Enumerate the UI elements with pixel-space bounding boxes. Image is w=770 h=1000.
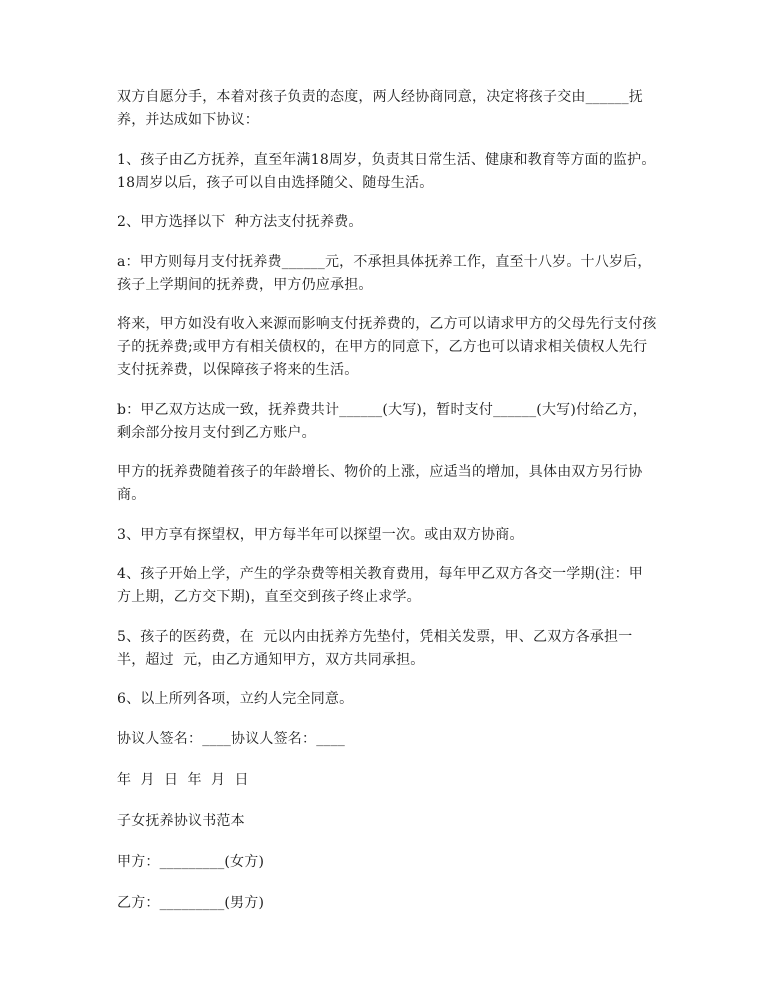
intro-paragraph: 双方自愿分手，本着对孩子负责的态度，两人经协商同意，决定将孩子交由______抚养，并达成如下协议： (117, 89, 643, 128)
party-b-line: 乙方：_________(男方) (117, 894, 265, 911)
option-b-lump-sum: b：甲乙双方达成一致，抚养费共计______(大写)，暂时支付______(大写)付给乙方，剩余部分按月支付到乙方账户。 (117, 401, 648, 441)
option-a-monthly-payment: a：甲方则每月支付抚养费______元，不承担具体抚养工作，直至十八岁。十八岁后，孩子上学期间的抚养费，甲方仍应承担。 (117, 253, 652, 293)
clause-4-education-fees: 4、孩子开始上学，产生的学杂费等相关教育费用，每年甲乙双方各交一学期(注：甲方上期，乙方交下期)，直至交到孩子终止求学。 (117, 566, 643, 605)
clause-6-agreement: 6、以上所列各项，立约人完全同意。 (117, 691, 354, 707)
document-page (117, 86, 657, 933)
support-adjustment-paragraph: 甲方的抚养费随着孩子的年龄增长、物价的上涨，应适当的增加，具体由双方另行协商。 (117, 464, 643, 503)
party-a-line: 甲方：_________(女方) (117, 853, 265, 870)
template-heading: 子女抚养协议书范本 (117, 812, 245, 829)
clause-3-visitation: 3、甲方享有探望权，甲方每半年可以探望一次。或由双方协商。 (117, 526, 524, 543)
signature-line: 协议人签名：____协议人签名：____ (117, 730, 345, 747)
clause-5-medical-fees: 5、孩子的医药费，在 元以内由抚养方先垫付，凭相关发票，甲、乙双方各承担一半，超过 元，由乙方通知甲方，双方共同承担。 (117, 628, 633, 668)
clause-2-payment-method: 2、甲方选择以下 种方法支付抚养费。 (117, 214, 363, 230)
clause-1-custody: 1、孩子由乙方抚养，直至年满18周岁，负责其日常生活、健康和教育等方面的监护。18周岁以后，孩子可以自由选择随父、随母生活。 (117, 151, 656, 191)
future-payment-paragraph: 将来，甲方如没有收入来源而影响支付抚养费的，乙方可以请求甲方的父母先行支付孩子的抚养费;或甲方有相关债权的，在甲方的同意下，乙方也可以请求相关债权人先行支付抚养费，以保障孩子将来的生活。 (117, 316, 657, 378)
date-line: 年 月 日 年 月 日 (117, 771, 249, 788)
